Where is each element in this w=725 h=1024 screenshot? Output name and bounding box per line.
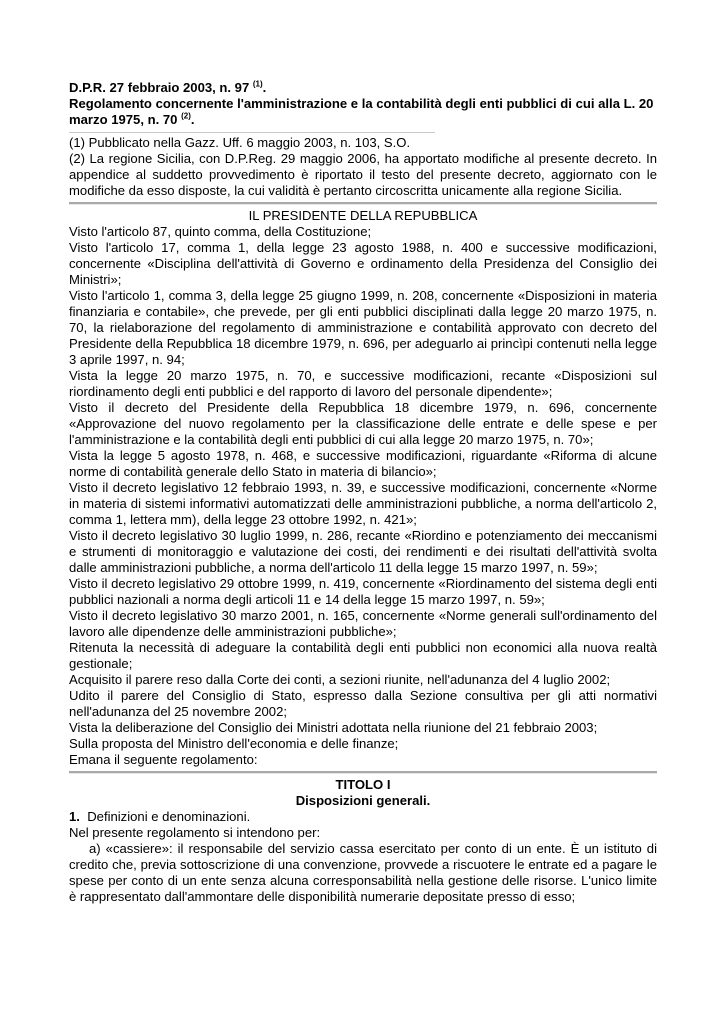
- preamble-paragraph: Visto il decreto legislativo 30 luglio 1999, n. 286, recante «Riordino e potenziamento dei meccanismi e strumenti di monitoraggio e valutazione dei costi, dei rendimenti e dei risultati dell'attività svolta dalle amministrazioni pubbliche, a norma dell'articolo 11 della legge 15 marzo 1997, n. 59»;: [69, 528, 657, 575]
- preamble-paragraph: Visto il decreto legislativo 12 febbraio 1993, n. 39, e successive modificazioni, concernente «Norme in materia di sistemi informativi automatizzati delle amministrazioni pubbliche, a norma dell'articolo 2, comma 1, lettera mm), della legge 23 ottobre 1992, n. 421»;: [69, 480, 657, 527]
- article-heading: [69, 809, 657, 825]
- footnote-2: (2) La regione Sicilia, con D.P.Reg. 29 maggio 2006, ha apportato modifiche al presente decreto. In appendice al suddetto provvedimento è riportato il testo del presente decreto, aggiornato con le modifiche da esso disposte, la cui validità è pertanto circoscritta unicamente alla regione Sicilia.: [69, 151, 657, 198]
- notes-divider: [69, 132, 435, 133]
- decree-title-text: D.P.R. 27 febbraio 2003, n. 97: [69, 80, 250, 95]
- titolo-label: TITOLO I: [335, 777, 391, 792]
- preamble-paragraph: Udito il parere del Consiglio di Stato, espresso dalla Sezione consultiva per gli atti normativi nell'adunanza del 25 novembre 2002;: [69, 688, 657, 719]
- preamble-paragraph: Visto l'articolo 87, quinto comma, della Costituzione;: [69, 224, 372, 239]
- decree-subtitle-text: Regolamento concernente l'amministrazione e la contabilità degli enti pubblici di cui alla L. 20 marzo 1975, n. 70: [69, 96, 654, 127]
- preamble-paragraph: Emana il seguente regolamento:: [69, 752, 258, 767]
- article-number: 1.: [69, 809, 80, 824]
- preamble-paragraph: Visto il decreto legislativo 30 marzo 2001, n. 165, concernente «Norme generali sull'ordinamento del lavoro alle dipendenze delle amministrazioni pubbliche»;: [69, 608, 657, 639]
- preamble-paragraph: Vista la deliberazione del Consiglio dei Ministri adottata nella riunione del 21 febbraio 2003;: [69, 720, 598, 735]
- article-item-a: a) «cassiere»: il responsabile del servizio cassa esercitato per conto di un ente. È un istituto di credito che, previa sottoscrizione di una convenzione, provvede a riscuotere le entrate ed a pagare le spese per conto di un ente senza alcuna corresponsabilità nella gestione delle risorse. L'unico limite è rappresentato dall'ammontare delle disponibilità numerarie depositate presso di esso;: [69, 841, 657, 904]
- preamble-paragraph: Visto l'articolo 1, comma 3, della legge 25 giugno 1999, n. 208, concernente «Disposizioni in materia finanziaria e contabile», che prevede, per gli enti pubblici disciplinati dalla legge 20 marzo 1975, n. 70, la rielaborazione del regolamento di amministrazione e contabilità approvato con decreto del Presidente della Repubblica 18 dicembre 1979, n. 696, per adeguarlo ai princìpi contenuti nella legge 3 aprile 1997, n. 94;: [69, 288, 657, 367]
- footnotes: [69, 135, 657, 199]
- document-page: [69, 80, 657, 905]
- preamble-heading: IL PRESIDENTE DELLA REPUBBLICA: [248, 208, 478, 223]
- article-intro: Nel presente regolamento si intendono per:: [69, 825, 321, 840]
- decree-title: D.P.R. 27 febbraio 2003, n. 97 $^{(1)}$.: [69, 79, 267, 95]
- preamble: [69, 224, 657, 768]
- preamble-paragraph: Acquisito il parere reso dalla Corte dei conti, a sezioni riunite, nell'adunanza del 4 luglio 2002;: [69, 672, 611, 687]
- document-header: [69, 80, 657, 128]
- preamble-paragraph: Visto l'articolo 17, comma 1, della legge 23 agosto 1988, n. 400 e successive modificazioni, concernente «Disciplina dell'attività di Governo e ordinamento della Presidenza del Consiglio dei Ministri»;: [69, 240, 657, 287]
- preamble-paragraph: Visto il decreto legislativo 29 ottobre 1999, n. 419, concernente «Riordinamento del sistema degli enti pubblici nazionali a norma degli articoli 11 e 14 della legge 15 marzo 1997, n. 59»;: [69, 576, 657, 607]
- footnote-ref-1[interactable]: (1): [252, 79, 263, 89]
- section-divider: [69, 771, 657, 774]
- preamble-paragraph: Visto il decreto del Presidente della Repubblica 18 dicembre 1979, n. 696, concernente «Approvazione del nuovo regolamento per la classificazione delle entrate e delle spese e per l'amministrazione e la contabilità degli enti pubblici di cui alla legge 20 marzo 1975, n. 70»;: [69, 400, 657, 447]
- preamble-paragraph: Ritenuta la necessità di adeguare la contabilità degli enti pubblici non economici alla nuova realtà gestionale;: [69, 640, 657, 671]
- preamble-paragraph: Vista la legge 20 marzo 1975, n. 70, e successive modificazioni, recante «Disposizioni sul riordinamento degli enti pubblici e del rapporto di lavoro del personale dipendente»;: [69, 368, 657, 399]
- footnote-ref-2[interactable]: (2): [181, 111, 191, 121]
- section-divider: [69, 202, 657, 205]
- preamble-paragraph: Vista la legge 5 agosto 1978, n. 468, e successive modificazioni, riguardante «Riforma di alcune norme di contabilità generale dello Stato in materia di bilancio»;: [69, 448, 657, 479]
- decree-subtitle: Regolamento concernente l'amministrazione e la contabilità degli enti pubblici di cui alla L. 20 marzo 1975, n. 70 $^{(2)}$.: [69, 96, 654, 127]
- titolo-name: Disposizioni generali.: [295, 793, 431, 808]
- article-title: Definizioni e denominazioni.: [87, 809, 251, 824]
- footnote-1: (1) Pubblicato nella Gazz. Uff. 6 maggio 2003, n. 103, S.O.: [69, 135, 411, 150]
- preamble-paragraph: Sulla proposta del Ministro dell'economia e delle finanze;: [69, 736, 399, 751]
